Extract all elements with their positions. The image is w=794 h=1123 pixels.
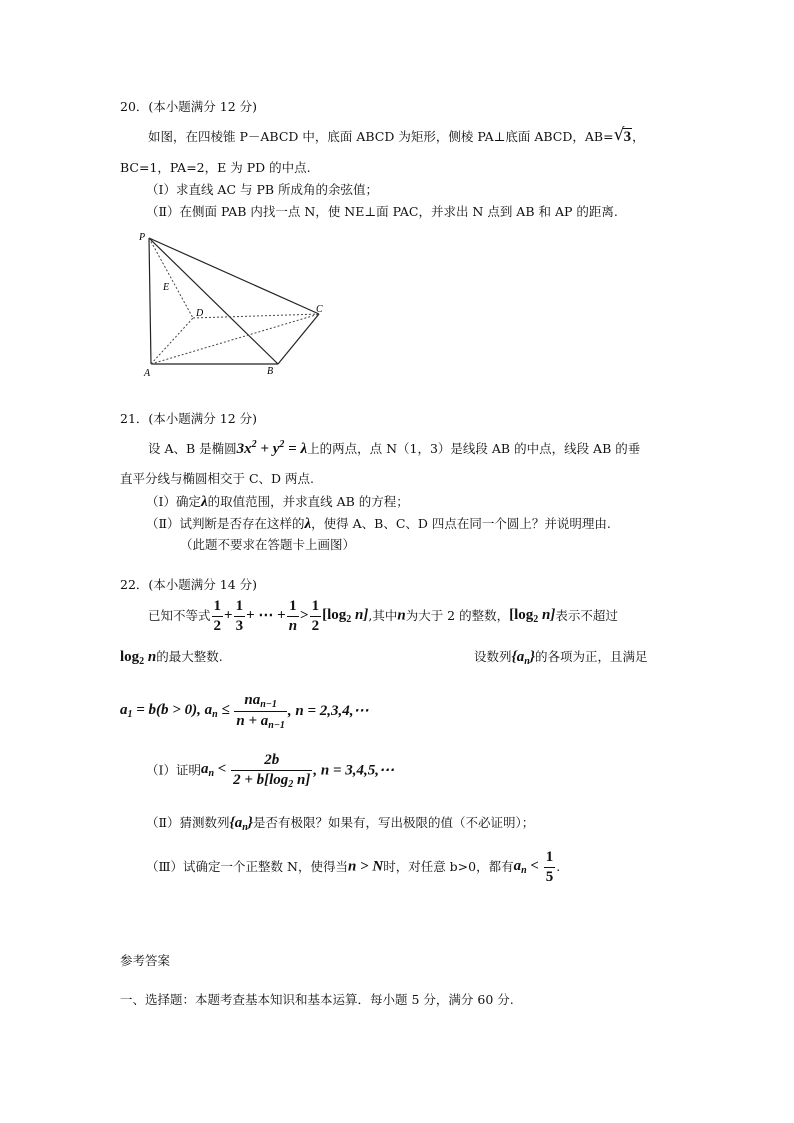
- ellipse-equation: [237, 441, 307, 457]
- seq-open: {a: [229, 815, 243, 831]
- q22-iii-text-b: 时，对任意 b>0，都有: [383, 858, 514, 874]
- iii-lhs: [514, 858, 543, 874]
- iii-den: 5: [545, 868, 554, 885]
- eq-rhs: = λ: [284, 441, 308, 457]
- lambda-symbol: λ: [304, 516, 312, 532]
- edge-PA: [149, 238, 151, 364]
- q20-text-a: 如图，在四棱锥 P－ABCD 中，底面 ABCD 为矩形，侧棱 PA⊥底面 ABCD，AB=: [148, 129, 614, 144]
- q21-note: （此题不要求在答题卡上画图）: [180, 537, 356, 552]
- sqrt-three: √ 3: [613, 125, 632, 145]
- frac-den: 2: [213, 617, 222, 634]
- q20-paragraph-line2: BC=1，PA=2，E 为 PD 的中点.: [120, 160, 311, 175]
- q22-part-iii: [146, 849, 560, 885]
- cond-den-text: n + a: [236, 713, 269, 729]
- q21-paragraph-line2: 直平分线与椭圆相交于 C、D 两点.: [120, 471, 315, 486]
- i-tail: , n = 3,4,5,⋯: [313, 762, 395, 779]
- answers-section-1: 一、选择题：本题考查基本知识和基本运算．每小题 5 分，满分 60 分.: [120, 992, 514, 1007]
- cond-den: [234, 712, 287, 731]
- q22-iii-text-a: （Ⅲ）试确定一个正整数 N，使得当: [146, 858, 348, 874]
- i-a: a: [200, 761, 209, 778]
- edge-BC: [278, 314, 319, 364]
- frac-one-half-rhs: [310, 598, 322, 634]
- q22-seq-text-a: 设数列: [474, 649, 512, 664]
- floor-log-expr-2: [509, 607, 555, 623]
- cond-num-text: na: [244, 692, 261, 708]
- floor-log-expr: [322, 607, 368, 623]
- cond-num-sub: n−1: [260, 699, 277, 710]
- iii-end: .: [556, 858, 561, 874]
- cond-tail: , n = 2,3,4,⋯: [287, 703, 369, 719]
- log-arg: n]: [538, 606, 556, 623]
- i-fraction: [231, 752, 312, 790]
- log-base: 2: [346, 613, 352, 625]
- frac-num: 1: [212, 598, 224, 617]
- log-text: [log: [509, 606, 534, 623]
- q22-seq-text-b: 的各项为正，且满足: [535, 649, 648, 664]
- frac-den: 2: [311, 617, 320, 634]
- q21-heading: 21．(本小题满分 12 分): [120, 411, 258, 426]
- q20-heading: 20．(本小题满分 12 分): [120, 99, 258, 114]
- seq-an-set: [230, 815, 254, 831]
- q20-paragraph-line1: [148, 125, 645, 145]
- i-den-a: 2 + b[log: [233, 771, 289, 788]
- eq-exp-1: 2: [251, 439, 257, 450]
- iii-fraction: [544, 849, 556, 885]
- frac-num: 1: [310, 598, 322, 617]
- q22-text-b: ,其中: [368, 607, 398, 623]
- i-num: 2b: [231, 752, 312, 771]
- frac-one-over-n: [287, 598, 299, 634]
- lambda-symbol: λ: [200, 494, 208, 510]
- q22-inequality-line: [148, 598, 618, 634]
- q20-part-i: （Ⅰ）求直线 AC 与 PB 所成角的余弦值；: [146, 182, 379, 197]
- iii-n-gt-N: n > N: [347, 858, 384, 875]
- iii-a: a: [513, 857, 522, 874]
- q22-line2-left: [120, 650, 223, 667]
- q22-ii-text-b: 是否有极限？如果有，写出极限的值（不必证明）；: [253, 815, 535, 830]
- cond-a: a: [120, 702, 128, 718]
- edge-PC: [149, 238, 319, 314]
- q20-part-ii: （Ⅱ）在侧面 PAB 内找一点 N，使 NE⊥面 PAC，并求出 N 点到 AB 和 AP 的距离.: [146, 204, 618, 219]
- frac-num: 1: [287, 598, 299, 617]
- seq-open: {a: [511, 649, 525, 665]
- label-E: E: [163, 282, 170, 293]
- edge-AD: [151, 318, 193, 364]
- var-n: n: [397, 607, 406, 624]
- q21-text-b: 上的两点，点 N（1，3）是线段 AB 的中点，线段 AB 的垂: [307, 441, 641, 456]
- q22-line2-right: [474, 650, 648, 667]
- cond-a-sub: 1: [127, 709, 133, 720]
- q22-heading: 22．(本小题满分 14 分): [120, 577, 258, 592]
- seq-sub: n: [524, 656, 530, 667]
- iii-a-sub: n: [521, 864, 527, 876]
- plus-sign: +: [224, 607, 233, 624]
- iii-lt: <: [526, 857, 543, 874]
- log-arg: n]: [351, 606, 369, 623]
- q22-part-i: [146, 752, 394, 790]
- i-den-b: n]: [293, 771, 311, 788]
- frac-den: 3: [235, 617, 244, 634]
- seq-close: }: [247, 815, 254, 831]
- label-C: C: [316, 304, 323, 315]
- i-den: [231, 771, 312, 790]
- label-D: D: [196, 308, 204, 319]
- edge-DC: [193, 314, 319, 318]
- q22-text-c: 为大于 2 的整数，: [405, 607, 510, 623]
- cond-eq: = b(b > 0), a: [132, 702, 213, 718]
- log-arg: n: [144, 649, 157, 665]
- q22-line2-text: 的最大整数.: [156, 649, 223, 664]
- iii-num: 1: [544, 849, 556, 868]
- log-base: 2: [533, 613, 539, 625]
- frac-num: 1: [234, 598, 246, 617]
- greater-than: >: [300, 607, 309, 624]
- eq-term-3x: 3x: [236, 441, 252, 457]
- i-a-sub: n: [208, 768, 215, 780]
- i-lhs: [200, 761, 231, 780]
- eq-term-y: + y: [256, 441, 280, 457]
- q21-ii-text-a: （Ⅱ）试判断是否存在这样的: [146, 516, 305, 531]
- q21-part-ii: [146, 517, 611, 532]
- q21-i-text-a: （Ⅰ）确定: [146, 494, 201, 509]
- cond-an-sub: n: [212, 709, 218, 720]
- q22-text-a: 已知不等式: [148, 607, 211, 623]
- eq-exp-2: 2: [279, 439, 285, 450]
- q21-i-text-b: 的取值范围，并求直线 AB 的方程；: [207, 494, 409, 509]
- cond-den-sub: n−1: [268, 720, 285, 731]
- q21-paragraph-line1: [148, 440, 640, 457]
- i-lt: <: [214, 761, 231, 778]
- answers-title: 参考答案: [120, 953, 171, 968]
- seq-sub: n: [242, 822, 248, 833]
- seq-an-set: [512, 649, 536, 665]
- q22-ii-text-a: （Ⅱ）猜测数列: [146, 815, 230, 830]
- i-den-sub: 2: [288, 778, 294, 790]
- ellipsis-sum: + ⋯ +: [246, 607, 286, 624]
- q21-part-i: [146, 495, 409, 510]
- cond-lhs: [120, 702, 233, 718]
- q22-text-d: 表示不超过: [555, 607, 618, 623]
- q22-i-label: （Ⅰ）证明: [146, 762, 201, 778]
- q22-condition: [120, 692, 369, 731]
- pyramid-figure: [135, 228, 335, 378]
- label-P: P: [139, 232, 146, 243]
- q21-text-a: 设 A、B 是椭圆: [148, 441, 237, 456]
- sqrt-radicand: 3: [623, 129, 632, 145]
- log-text: log: [120, 649, 140, 665]
- edge-PD: [149, 238, 193, 318]
- log-base: 2: [139, 656, 145, 667]
- frac-den: n: [288, 617, 298, 634]
- cond-num: [234, 692, 287, 712]
- q21-ii-text-b: ，使得 A、B、C、D 四点在同一个圆上？并说明理由.: [311, 516, 611, 531]
- seq-close: }: [529, 649, 536, 665]
- label-A: A: [144, 368, 151, 378]
- log-text: [log: [322, 606, 347, 623]
- cond-fraction: [234, 692, 287, 731]
- q20-text-b: ，: [632, 129, 645, 144]
- q22-part-ii: [146, 816, 534, 833]
- frac-one-half: [212, 598, 224, 634]
- cond-le: ≤: [217, 702, 234, 718]
- label-B: B: [267, 366, 274, 377]
- frac-one-third: [234, 598, 246, 634]
